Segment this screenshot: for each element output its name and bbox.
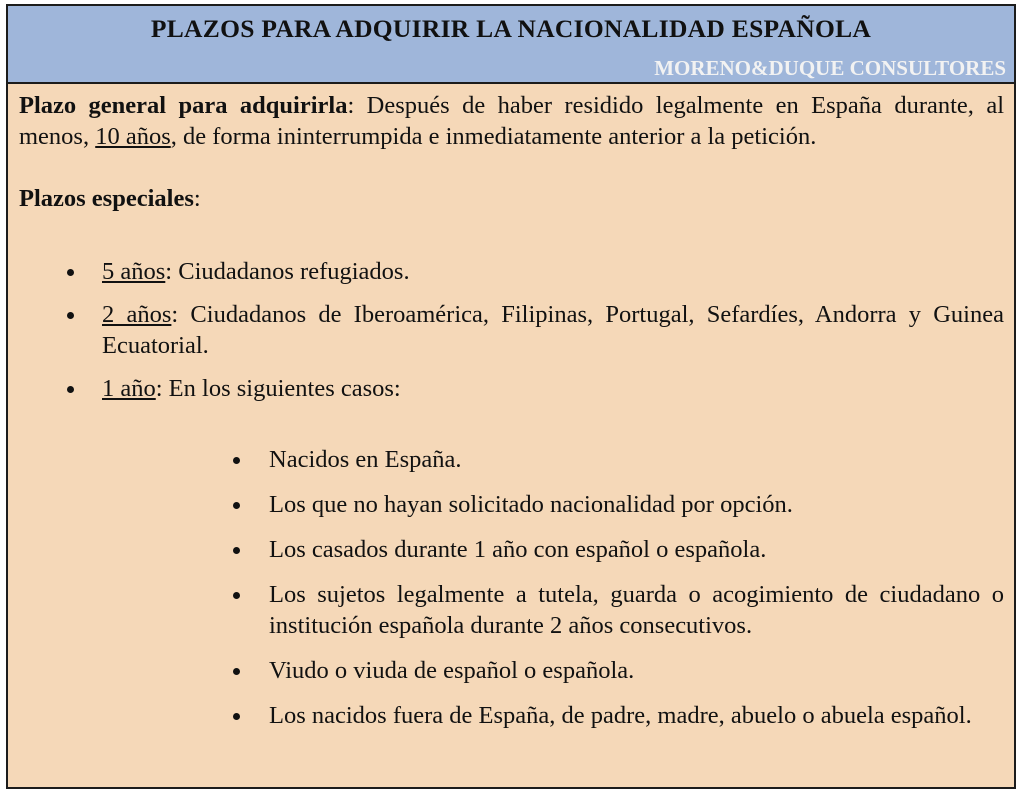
- bullet-icon: [233, 457, 240, 464]
- case-item: [102, 655, 1004, 686]
- bullet-icon: [67, 312, 74, 319]
- bullet-icon: [233, 668, 240, 675]
- term-duration: 2 años: [102, 301, 172, 328]
- term-duration: 1 año: [102, 375, 156, 402]
- general-term-text-before: : Después de haber residido legalmente en España durante, al menos,: [19, 92, 1004, 150]
- special-terms-label: Plazos especiales: [19, 185, 194, 212]
- page-title: PLAZOS PARA ADQUIRIR LA NACIONALIDAD ESPAÑOLA: [150, 14, 872, 43]
- case-item: [102, 489, 1004, 520]
- general-term-label: Plazo general para adquirirla: [19, 92, 348, 119]
- case-text: Nacidos en España.: [269, 446, 462, 473]
- special-terms-list: [19, 256, 1004, 731]
- bullet-icon: [67, 386, 74, 393]
- list-item: [19, 256, 1004, 287]
- company-name: MORENO&DUQUE CONSULTORES: [654, 56, 1006, 80]
- document-box: [6, 4, 1016, 789]
- term-description: : Ciudadanos de Iberoamérica, Filipinas, Portugal, Sefardíes, Andorra y Guinea Ecuatorial.: [102, 301, 1004, 359]
- general-term-paragraph: [19, 90, 1004, 152]
- bullet-icon: [233, 592, 240, 599]
- term-duration: 5 años: [102, 258, 166, 285]
- special-terms-suffix: :: [193, 185, 201, 212]
- case-item: [102, 444, 1004, 475]
- list-item: [19, 299, 1004, 361]
- term-description: : Ciudadanos refugiados.: [165, 258, 410, 285]
- bullet-icon: [233, 547, 240, 554]
- case-item: [102, 579, 1004, 641]
- case-text: Los casados durante 1 año con español o española.: [269, 536, 767, 563]
- list-item: [19, 373, 1004, 731]
- bullet-icon: [67, 269, 74, 276]
- case-text: Viudo o viuda de español o española.: [269, 657, 635, 684]
- general-term-highlight: 10 años: [95, 123, 171, 150]
- special-terms-heading: [19, 183, 1004, 214]
- one-year-cases-list: [102, 444, 1004, 731]
- case-text: Los nacidos fuera de España, de padre, madre, abuelo o abuela español.: [269, 702, 972, 729]
- bullet-icon: [233, 713, 240, 720]
- case-item: [102, 700, 1004, 731]
- case-text: Los sujetos legalmente a tutela, guarda o acogimiento de ciudadano o institución española durante 2 años consecutivos.: [269, 581, 1004, 639]
- case-text: Los que no hayan solicitado nacionalidad por opción.: [269, 491, 793, 518]
- bullet-icon: [233, 502, 240, 509]
- case-item: [102, 534, 1004, 565]
- term-description: : En los siguientes casos:: [155, 375, 401, 402]
- content-body: [8, 84, 1014, 731]
- general-term-text-after: , de forma ininterrumpida e inmediatamente anterior a la petición.: [170, 123, 817, 150]
- header-bar: [8, 6, 1014, 84]
